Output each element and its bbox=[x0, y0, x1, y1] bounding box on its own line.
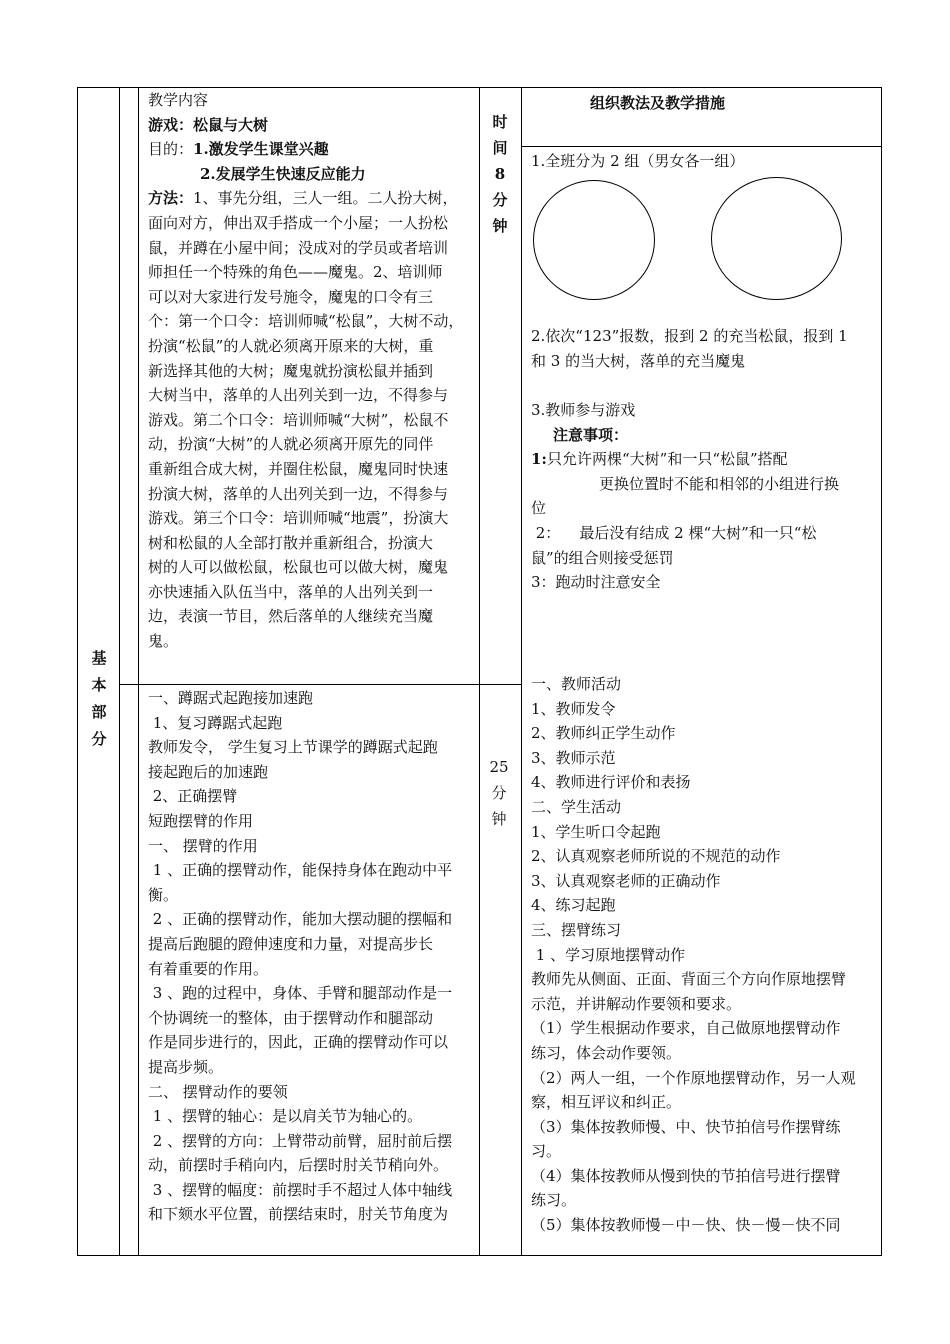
content-line: 1 、正确的摆臂动作，能保持身体在跑动中平 bbox=[148, 861, 453, 880]
method-line: 树的人可以做松鼠，松鼠也可以做大树，魔鬼 bbox=[148, 558, 449, 577]
org-line: 1、学生听口令起跑 bbox=[531, 822, 661, 841]
row-divider-content bbox=[119, 684, 522, 685]
time-cell-upper bbox=[485, 109, 515, 239]
content-line: 1 、摆臂的轴心：是以肩关节为轴心的。 bbox=[148, 1107, 423, 1126]
goal-1: 1.激发学生课堂兴趣 bbox=[193, 140, 329, 159]
org-line: （3）集体按教师慢、中、快节拍信号作摆臂练 bbox=[531, 1117, 841, 1136]
goal-prefix: 目的： bbox=[148, 140, 194, 159]
method-paragraph bbox=[148, 186, 476, 653]
org-line: 3、认真观察老师的正确动作 bbox=[531, 871, 721, 890]
method-line: 动，扮演“大树”的人就必须离开原先的同伴 bbox=[148, 435, 434, 454]
org-line: 4、教师进行评价和表扬 bbox=[531, 773, 691, 792]
content-header: 教学内容 bbox=[148, 91, 209, 109]
content-line: 有着重要的作用。 bbox=[148, 959, 269, 978]
content-line: 和下颏水平位置，前摆结束时，肘关节角度为 bbox=[148, 1205, 449, 1224]
content-line: 作是同步进行的，因此，正确的摆臂动作可以 bbox=[148, 1033, 449, 1052]
org-line: （4）集体按教师从慢到快的节拍信号进行摆臂 bbox=[531, 1166, 841, 1185]
content-line: 短跑摆臂的作用 bbox=[148, 811, 254, 830]
time-char: 时 bbox=[492, 113, 508, 131]
content-line: 动，前摆时手稍向内，后摆时肘关节稍向外。 bbox=[148, 1156, 449, 1175]
org-line: 三、摆臂练习 bbox=[531, 920, 622, 939]
content-line: 接起跑后的加速跑 bbox=[148, 762, 269, 781]
note-1-end: 位 bbox=[531, 499, 547, 518]
method-label: 方法： bbox=[148, 189, 194, 208]
section-label-char: 部 bbox=[91, 703, 107, 721]
time-char: 间 bbox=[492, 139, 508, 157]
game-content-cell bbox=[148, 88, 476, 654]
section-label-char: 分 bbox=[91, 730, 107, 748]
content-line: 一、 摆臂的作用 bbox=[148, 836, 258, 855]
method-line: 游戏。第三个口令：培训师喊“地震”，扮演大 bbox=[148, 509, 449, 528]
note-2: 2： 最后没有结成 2 棵“大树”和一只“松 bbox=[531, 523, 817, 542]
note-1-text: 只允许两棵“大树”和一只“松鼠”搭配 bbox=[546, 450, 788, 469]
group-circle-left bbox=[533, 180, 655, 300]
method-line: 大树当中，落单的人出列关到一边，不得参与 bbox=[148, 386, 449, 405]
org-line: 一、教师活动 bbox=[531, 675, 622, 693]
org-line: 2.依次“123”报数，报到 2 的充当松鼠，报到 1 bbox=[531, 327, 848, 345]
note-1 bbox=[531, 447, 877, 472]
sprint-content-cell bbox=[148, 686, 476, 1227]
method-line: 边，表演一节目，然后落单的人继续充当魔 bbox=[148, 607, 434, 626]
org-cell-upper-2 bbox=[531, 324, 877, 373]
time-cell-lower bbox=[484, 754, 514, 832]
time-char: 钟 bbox=[492, 217, 508, 235]
method-line: 重新组合成大树，并圈住松鼠，魔鬼同时快速 bbox=[148, 459, 449, 478]
org-line: 1 、学习原地摆臂动作 bbox=[531, 945, 686, 964]
column-divider-3 bbox=[479, 87, 480, 1256]
org-line: （1）学生根据动作要求，自己做原地摆臂动作 bbox=[531, 1019, 841, 1038]
time-char: 分 bbox=[492, 191, 508, 209]
org-line: （2）两人一组，一个作原地摆臂动作，另一人观 bbox=[531, 1068, 856, 1087]
org-line: 习。 bbox=[531, 1142, 562, 1161]
content-line: 衡。 bbox=[148, 885, 179, 904]
org-line: 3、教师示范 bbox=[531, 748, 616, 767]
method-line: 游戏。第二个口令：培训师喊“大树”，松鼠不 bbox=[148, 410, 449, 429]
method-line: 可以对大家进行发号施令，魔鬼的口令有三 bbox=[148, 287, 434, 306]
org-line: 练习，体会动作要领。 bbox=[531, 1043, 682, 1062]
org-line: 示范，并讲解动作要领和要求。 bbox=[531, 994, 742, 1013]
column-divider-4 bbox=[521, 87, 522, 1256]
time-char: 25 bbox=[489, 758, 509, 776]
method-line: 师担任一个特殊的角色——魔鬼。2、培训师 bbox=[148, 263, 443, 282]
content-line: 3 、跑的过程中，身体、手臂和腿部动作是一 bbox=[148, 984, 453, 1003]
content-line: 2 、正确的摆臂动作，能加大摆动腿的摆幅和 bbox=[148, 910, 453, 929]
org-line: 2、教师纠正学生动作 bbox=[531, 724, 676, 743]
org-line: 1.全班分为 2 组（男女各一组） bbox=[531, 152, 745, 170]
org-line: 二、学生活动 bbox=[531, 797, 622, 816]
method-line: 扮演大树，落单的人出列关到一边，不得参与 bbox=[148, 484, 449, 503]
content-line: 1、复习蹲踞式起跑 bbox=[148, 713, 283, 732]
org-cell-upper bbox=[531, 149, 877, 174]
content-line: 2 、摆臂的方向：上臂带动前臂，屈肘前后摆 bbox=[148, 1131, 453, 1150]
goal-line-1 bbox=[148, 137, 476, 162]
content-line: 教师发令， 学生复习上节课学的蹲踞式起跑 bbox=[148, 738, 438, 757]
time-char: 钟 bbox=[491, 810, 507, 828]
org-header-divider bbox=[521, 146, 882, 147]
org-header: 组织教法及教学措施 bbox=[590, 94, 726, 112]
content-line: 提高后跑腿的蹬伸速度和力量，对提高步长 bbox=[148, 934, 434, 953]
section-label bbox=[84, 645, 114, 753]
org-cell-lower bbox=[531, 672, 877, 1238]
org-line: （5）集体按教师慢－中－快、快－慢－快不同 bbox=[531, 1216, 841, 1235]
game-title: 游戏：松鼠与大树 bbox=[148, 115, 269, 134]
notes-title: 注意事项： bbox=[553, 425, 629, 444]
content-line: 一、蹲踞式起跑接加速跑 bbox=[148, 689, 314, 707]
org-line: 察，相互评议和纠正。 bbox=[531, 1093, 682, 1112]
content-line: 3 、摆臂的幅度：前摆时手不超过人体中轴线 bbox=[148, 1180, 453, 1199]
content-line: 2、正确摆臂 bbox=[148, 787, 238, 806]
org-line: 练习。 bbox=[531, 1191, 577, 1210]
table-border-left bbox=[77, 87, 78, 1256]
method-line: 扮演“松鼠”的人就必须离开原来的大树，重 bbox=[148, 336, 434, 355]
section-label-char: 本 bbox=[91, 676, 107, 694]
method-line: 个：第一个口令：培训师喊“松鼠”，大树不动， bbox=[148, 312, 464, 331]
content-line: 个协调统一的整体，由于摆臂动作和腿部动 bbox=[148, 1008, 434, 1027]
org-line: 教师先从侧面、正面、背面三个方向作原地摆臂 bbox=[531, 970, 847, 989]
column-divider-2 bbox=[138, 87, 139, 1256]
method-line: 面向对方，伸出双手搭成一个小屋；一人扮松 bbox=[148, 213, 449, 232]
method-line: 鬼。 bbox=[148, 632, 179, 651]
content-line: 提高步频。 bbox=[148, 1057, 224, 1076]
method-line: 方法：1、事先分组，三人一组。二人扮大树， bbox=[148, 189, 458, 208]
note-1-cont: 更换位置时不能和相邻的小组进行换 bbox=[599, 474, 840, 493]
table-border-right bbox=[881, 87, 882, 1256]
column-divider-1 bbox=[119, 87, 120, 1256]
content-line: 二、 摆臂动作的要领 bbox=[148, 1082, 288, 1101]
time-char: 分 bbox=[491, 784, 507, 802]
method-line: 鼠，并蹲在小屋中间；没成对的学员或者培训 bbox=[148, 238, 449, 257]
org-line: 4、练习起跑 bbox=[531, 896, 616, 915]
method-line: 树和松鼠的人全部打散并重新组合，扮演大 bbox=[148, 533, 434, 552]
org-cell-upper-3 bbox=[531, 398, 877, 595]
org-line: 3.教师参与游戏 bbox=[531, 401, 636, 419]
section-label-char: 基 bbox=[91, 649, 107, 667]
note-3: 3：跑动时注意安全 bbox=[531, 573, 661, 592]
method-line: 新选择其他的大树；魔鬼就扮演松鼠并插到 bbox=[148, 361, 434, 380]
org-line: 1、教师发令 bbox=[531, 699, 616, 718]
group-circle-right bbox=[711, 177, 842, 300]
org-line: 和 3 的当大树，落单的充当魔鬼 bbox=[531, 351, 746, 370]
org-line: 2、认真观察老师所说的不规范的动作 bbox=[531, 847, 781, 866]
method-line: 亦快速插入队伍当中，落单的人出列关到一 bbox=[148, 582, 434, 601]
time-char: 8 bbox=[494, 165, 506, 183]
goal-line-2: 2.发展学生快速反应能力 bbox=[200, 164, 366, 183]
note-2-cont: 鼠”的组合则接受惩罚 bbox=[531, 548, 674, 567]
note-1-num: 1: bbox=[531, 450, 547, 469]
